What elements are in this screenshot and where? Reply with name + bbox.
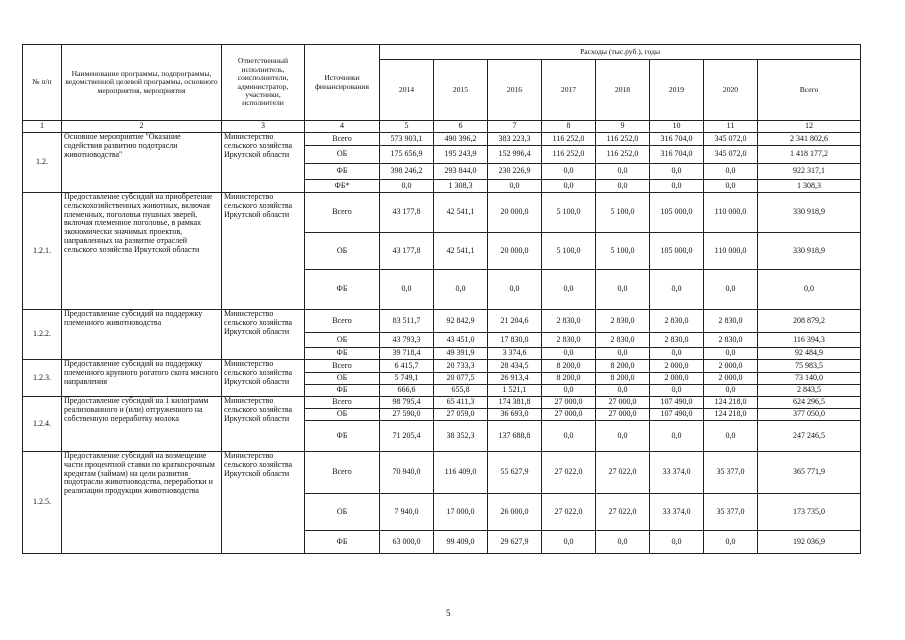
year-value: 116 252,0 xyxy=(542,146,596,164)
total-value: 365 771,9 xyxy=(758,452,861,494)
year-value: 0,0 xyxy=(542,164,596,180)
year-value: 0,0 xyxy=(704,531,758,554)
year-value: 27 000,0 xyxy=(542,409,596,421)
measure-name: Предоставление субсидий на возмещение части процентной ставки по краткосрочным кредитам (займам) на цели развития подотрасли животноводства, переработки и реализации продукции животноводства xyxy=(62,452,222,554)
budget-table xyxy=(22,44,861,554)
column-number: 8 xyxy=(542,121,596,133)
year-value: 2 830,0 xyxy=(650,333,704,348)
column-number: 7 xyxy=(488,121,542,133)
year-value: 26 000,0 xyxy=(488,494,542,531)
year-value: 116 252,0 xyxy=(596,146,650,164)
year-value: 2 000,0 xyxy=(704,373,758,385)
year-value: 0,0 xyxy=(650,270,704,310)
year-value: 0,0 xyxy=(704,348,758,360)
total-value: 192 036,9 xyxy=(758,531,861,554)
year-value: 29 627,9 xyxy=(488,531,542,554)
responsible-executor: Министерство сельского хозяйства Иркутской области xyxy=(222,310,305,360)
year-value: 55 627,9 xyxy=(488,452,542,494)
year-value: 27 590,0 xyxy=(380,409,434,421)
measure-name: Предоставление субсидий на 1 килограмм реализованного и (или) отгруженного на собственную переработку молока xyxy=(62,397,222,452)
responsible-executor: Министерство сельского хозяйства Иркутской области xyxy=(222,193,305,310)
year-value: 3 374,6 xyxy=(488,348,542,360)
column-number: 3 xyxy=(222,121,305,133)
year-value: 38 352,3 xyxy=(434,421,488,452)
total-value: 0,0 xyxy=(758,270,861,310)
total-value: 2 843,5 xyxy=(758,385,861,397)
year-value: 5 100,0 xyxy=(542,193,596,233)
funding-source: ФБ xyxy=(305,531,380,554)
year-value: 6 415,7 xyxy=(380,360,434,373)
year-value: 195 243,9 xyxy=(434,146,488,164)
total-value: 2 341 802,6 xyxy=(758,133,861,146)
year-value: 0,0 xyxy=(542,531,596,554)
funding-source: ФБ xyxy=(305,270,380,310)
year-value: 42 541,1 xyxy=(434,193,488,233)
year-value: 0,0 xyxy=(704,385,758,397)
year-value: 43 177,8 xyxy=(380,233,434,270)
year-value: 0,0 xyxy=(434,270,488,310)
year-value: 116 252,0 xyxy=(542,133,596,146)
year-value: 27 000,0 xyxy=(596,409,650,421)
year-value: 0,0 xyxy=(542,180,596,193)
year-value: 0,0 xyxy=(380,180,434,193)
year-value: 49 391,9 xyxy=(434,348,488,360)
year-value: 27 000,0 xyxy=(596,397,650,409)
total-value: 922 317,1 xyxy=(758,164,861,180)
column-number: 11 xyxy=(704,121,758,133)
funding-source: ОБ xyxy=(305,373,380,385)
responsible-executor: Министерство сельского хозяйства Иркутской области xyxy=(222,452,305,554)
year-value: 5 100,0 xyxy=(596,233,650,270)
year-value: 0,0 xyxy=(650,348,704,360)
header-year: 2019 xyxy=(650,60,704,121)
year-value: 137 688,8 xyxy=(488,421,542,452)
year-value: 17 000,0 xyxy=(434,494,488,531)
measure-number: 1.2.3. xyxy=(23,360,62,397)
header-responsible: Ответственный исполнитель, соисполнители, администратор, участники, исполнители xyxy=(222,45,305,121)
year-value: 65 411,3 xyxy=(434,397,488,409)
column-number: 9 xyxy=(596,121,650,133)
year-value: 345 072,0 xyxy=(704,133,758,146)
year-value: 0,0 xyxy=(596,421,650,452)
year-value: 124 218,0 xyxy=(704,397,758,409)
year-value: 2 000,0 xyxy=(650,360,704,373)
year-value: 42 541,1 xyxy=(434,233,488,270)
table-row xyxy=(23,397,861,409)
year-value: 0,0 xyxy=(596,385,650,397)
year-value: 39 718,4 xyxy=(380,348,434,360)
year-value: 5 100,0 xyxy=(542,233,596,270)
total-value: 208 879,2 xyxy=(758,310,861,333)
funding-source: ОБ xyxy=(305,409,380,421)
year-value: 0,0 xyxy=(380,270,434,310)
year-value: 27 000,0 xyxy=(542,397,596,409)
year-value: 2 830,0 xyxy=(704,333,758,348)
year-value: 27 059,0 xyxy=(434,409,488,421)
funding-source: ОБ xyxy=(305,333,380,348)
funding-source: ФБ* xyxy=(305,180,380,193)
year-value: 8 200,0 xyxy=(542,360,596,373)
year-value: 28 434,5 xyxy=(488,360,542,373)
year-value: 33 374,0 xyxy=(650,452,704,494)
year-value: 316 704,0 xyxy=(650,146,704,164)
column-number: 2 xyxy=(62,121,222,133)
year-value: 152 996,4 xyxy=(488,146,542,164)
funding-source: Всего xyxy=(305,310,380,333)
header-total: Всего xyxy=(758,60,861,121)
year-value: 35 377,0 xyxy=(704,494,758,531)
measure-number: 1.2.1. xyxy=(23,193,62,310)
year-value: 0,0 xyxy=(542,385,596,397)
year-value: 27 022,0 xyxy=(542,494,596,531)
table-row xyxy=(23,360,861,373)
column-number: 12 xyxy=(758,121,861,133)
year-value: 20 000,0 xyxy=(488,233,542,270)
table-row xyxy=(23,133,861,146)
measure-name: Предоставление субсидий на приобретение сельскохозяйственных животных, включая племенных, поголовья пушных зверей, включая племенное поголовье, в рамках экономически значимых проектов, направленных на развитие отраслей сельского хозяйства Иркутской области xyxy=(62,193,222,310)
year-value: 21 204,6 xyxy=(488,310,542,333)
total-value: 247 246,5 xyxy=(758,421,861,452)
total-value: 75 983,5 xyxy=(758,360,861,373)
year-value: 2 000,0 xyxy=(650,373,704,385)
funding-source: ОБ xyxy=(305,494,380,531)
year-value: 63 000,0 xyxy=(380,531,434,554)
header-year: 2018 xyxy=(596,60,650,121)
year-value: 98 795,4 xyxy=(380,397,434,409)
year-value: 110 000,0 xyxy=(704,233,758,270)
header-year: 2016 xyxy=(488,60,542,121)
header-year: 2015 xyxy=(434,60,488,121)
year-value: 1 521,1 xyxy=(488,385,542,397)
responsible-executor: Министерство сельского хозяйства Иркутской области xyxy=(222,397,305,452)
funding-source: ФБ xyxy=(305,348,380,360)
year-value: 0,0 xyxy=(596,270,650,310)
year-value: 5 100,0 xyxy=(596,193,650,233)
total-value: 1 418 177,2 xyxy=(758,146,861,164)
header-name: Наименование программы, подпрограммы, ведомственной целевой программы, основного мероприятия, мероприятия xyxy=(62,45,222,121)
measure-number: 1.2. xyxy=(23,133,62,193)
year-value: 8 200,0 xyxy=(596,373,650,385)
year-value: 7 940,0 xyxy=(380,494,434,531)
funding-source: ОБ xyxy=(305,146,380,164)
year-value: 17 830,0 xyxy=(488,333,542,348)
total-value: 173 735,0 xyxy=(758,494,861,531)
year-value: 573 903,1 xyxy=(380,133,434,146)
year-value: 2 830,0 xyxy=(596,310,650,333)
responsible-executor: Министерство сельского хозяйства Иркутской области xyxy=(222,133,305,193)
year-value: 0,0 xyxy=(650,180,704,193)
year-value: 71 205,4 xyxy=(380,421,434,452)
year-value: 0,0 xyxy=(542,421,596,452)
year-value: 27 022,0 xyxy=(596,494,650,531)
funding-source: Всего xyxy=(305,452,380,494)
year-value: 0,0 xyxy=(596,531,650,554)
year-value: 36 693,0 xyxy=(488,409,542,421)
year-value: 0,0 xyxy=(704,180,758,193)
year-value: 0,0 xyxy=(650,421,704,452)
year-value: 174 381,8 xyxy=(488,397,542,409)
funding-source: Всего xyxy=(305,360,380,373)
year-value: 99 409,0 xyxy=(434,531,488,554)
header-num: № п/п xyxy=(23,45,62,121)
table-row xyxy=(23,452,861,494)
header-year: 2020 xyxy=(704,60,758,121)
year-value: 0,0 xyxy=(542,348,596,360)
year-value: 43 451,0 xyxy=(434,333,488,348)
year-value: 27 022,0 xyxy=(542,452,596,494)
measure-name: Предоставление субсидий на поддержку племенного животноводства xyxy=(62,310,222,360)
funding-source: Всего xyxy=(305,193,380,233)
year-value: 5 749,1 xyxy=(380,373,434,385)
column-number: 4 xyxy=(305,121,380,133)
year-value: 666,6 xyxy=(380,385,434,397)
responsible-executor: Министерство сельского хозяйства Иркутской области xyxy=(222,360,305,397)
year-value: 92 842,9 xyxy=(434,310,488,333)
year-value: 2 830,0 xyxy=(542,310,596,333)
year-value: 0,0 xyxy=(650,164,704,180)
year-value: 0,0 xyxy=(542,270,596,310)
funding-source: ФБ xyxy=(305,421,380,452)
year-value: 107 490,0 xyxy=(650,409,704,421)
table-row xyxy=(23,310,861,333)
column-number: 10 xyxy=(650,121,704,133)
year-value: 43 793,3 xyxy=(380,333,434,348)
page-number: 5 xyxy=(446,608,451,618)
year-value: 0,0 xyxy=(596,180,650,193)
year-value: 107 490,0 xyxy=(650,397,704,409)
year-value: 83 511,7 xyxy=(380,310,434,333)
year-value: 2 000,0 xyxy=(704,360,758,373)
year-value: 105 000,0 xyxy=(650,193,704,233)
year-value: 124 218,0 xyxy=(704,409,758,421)
year-value: 1 308,3 xyxy=(434,180,488,193)
year-value: 33 374,0 xyxy=(650,494,704,531)
column-number: 5 xyxy=(380,121,434,133)
year-value: 20 000,0 xyxy=(488,193,542,233)
total-value: 330 918,9 xyxy=(758,193,861,233)
measure-number: 1.2.5. xyxy=(23,452,62,554)
year-value: 43 177,8 xyxy=(380,193,434,233)
year-value: 0,0 xyxy=(596,164,650,180)
year-value: 0,0 xyxy=(488,180,542,193)
total-value: 330 918,9 xyxy=(758,233,861,270)
year-value: 175 656,9 xyxy=(380,146,434,164)
year-value: 230 226,9 xyxy=(488,164,542,180)
year-value: 110 000,0 xyxy=(704,193,758,233)
year-value: 70 940,0 xyxy=(380,452,434,494)
year-value: 345 072,0 xyxy=(704,146,758,164)
year-value: 0,0 xyxy=(650,531,704,554)
funding-source: Всего xyxy=(305,397,380,409)
funding-source: ФБ xyxy=(305,385,380,397)
total-value: 73 140,0 xyxy=(758,373,861,385)
year-value: 26 913,4 xyxy=(488,373,542,385)
year-value: 490 396,2 xyxy=(434,133,488,146)
year-value: 0,0 xyxy=(650,385,704,397)
funding-source: ФБ xyxy=(305,164,380,180)
total-value: 1 308,3 xyxy=(758,180,861,193)
measure-number: 1.2.4. xyxy=(23,397,62,452)
total-value: 92 484,9 xyxy=(758,348,861,360)
measure-name: Предоставление субсидий на поддержку племенного крупного рогатого скота мясного направления xyxy=(62,360,222,397)
year-value: 2 830,0 xyxy=(650,310,704,333)
funding-source: Всего xyxy=(305,133,380,146)
year-value: 0,0 xyxy=(596,348,650,360)
total-value: 377 050,0 xyxy=(758,409,861,421)
measure-number: 1.2.2. xyxy=(23,310,62,360)
table-row xyxy=(23,193,861,233)
year-value: 116 252,0 xyxy=(596,133,650,146)
header-expenses: Расходы (тыс.руб.), годы xyxy=(380,45,861,60)
header-year: 2017 xyxy=(542,60,596,121)
year-value: 0,0 xyxy=(704,164,758,180)
year-value: 35 377,0 xyxy=(704,452,758,494)
year-value: 8 200,0 xyxy=(542,373,596,385)
header-source: Источники финансирования xyxy=(305,45,380,121)
total-value: 624 296,5 xyxy=(758,397,861,409)
measure-name: Основное мероприятие "Оказание содействия развитию подотрасли животноводства" xyxy=(62,133,222,193)
funding-source: ОБ xyxy=(305,233,380,270)
year-value: 2 830,0 xyxy=(704,310,758,333)
year-value: 20 077,5 xyxy=(434,373,488,385)
year-value: 316 704,0 xyxy=(650,133,704,146)
year-value: 398 246,2 xyxy=(380,164,434,180)
year-value: 383 223,3 xyxy=(488,133,542,146)
year-value: 655,8 xyxy=(434,385,488,397)
year-value: 105 000,0 xyxy=(650,233,704,270)
year-value: 0,0 xyxy=(488,270,542,310)
year-value: 293 844,0 xyxy=(434,164,488,180)
year-value: 116 409,0 xyxy=(434,452,488,494)
column-number: 6 xyxy=(434,121,488,133)
year-value: 0,0 xyxy=(704,421,758,452)
year-value: 20 733,3 xyxy=(434,360,488,373)
year-value: 2 830,0 xyxy=(596,333,650,348)
year-value: 8 200,0 xyxy=(596,360,650,373)
year-value: 27 022,0 xyxy=(596,452,650,494)
column-number: 1 xyxy=(23,121,62,133)
year-value: 0,0 xyxy=(704,270,758,310)
year-value: 2 830,0 xyxy=(542,333,596,348)
header-year: 2014 xyxy=(380,60,434,121)
total-value: 116 394,3 xyxy=(758,333,861,348)
